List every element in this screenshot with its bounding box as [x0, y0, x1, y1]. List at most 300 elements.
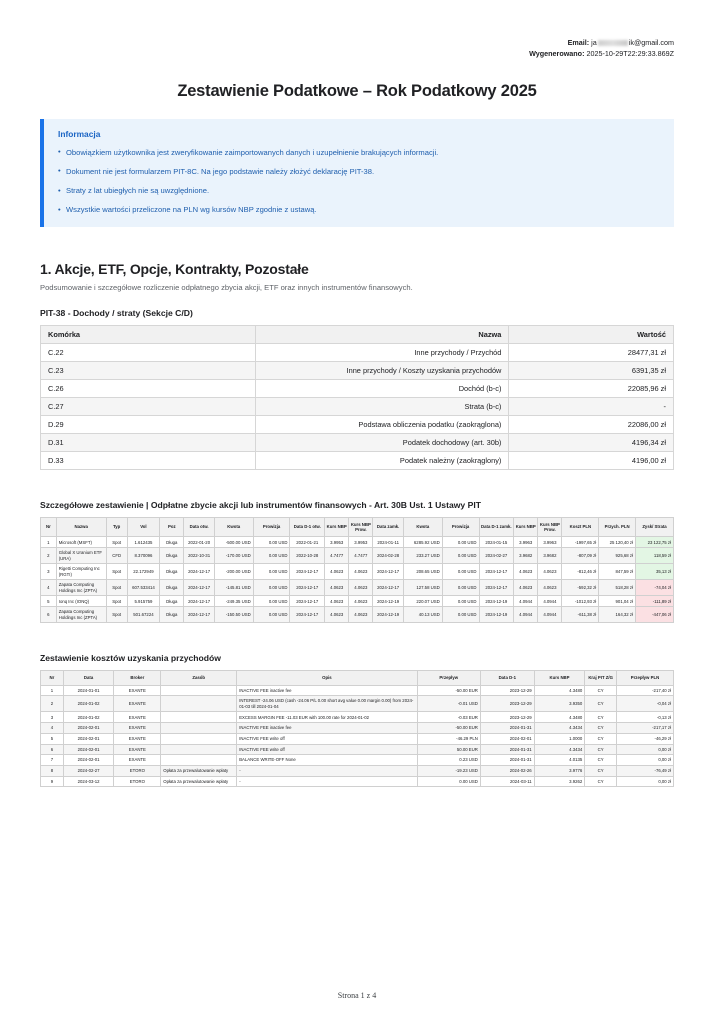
cell-kurs-nbp-zamk: 3.9963 — [514, 537, 538, 548]
cell-poz: Długa — [160, 580, 184, 596]
cell-data-zamk: 2024-12-17 — [373, 564, 403, 580]
cell-data-d1-otw: 2024-12-17 — [290, 607, 325, 623]
column-header-data-d1-otw: Data D-1 otw. — [290, 517, 325, 537]
cell-nazwa: Global X Uranium ETF (URA) — [56, 548, 106, 564]
column-header-kurs-nbp: Kurs NBP — [534, 671, 585, 685]
cell-data-otw: 2022-10-31 — [184, 548, 214, 564]
cell-zasob — [161, 696, 237, 712]
cell-wartosc: 22085,96 zł — [509, 379, 674, 397]
cell-kwota-otw: -249.35 USD — [214, 596, 253, 607]
cell-nazwa: Microsoft (MSFT) — [56, 537, 106, 548]
cell-opis: BALANCE WRITE-OFF None — [237, 755, 417, 766]
cell-koszt-pln: -592,32 zł — [562, 580, 599, 596]
cell-koszt-pln: -611,38 zł — [562, 607, 599, 623]
cell-data-zamk: 2024-12-19 — [373, 607, 403, 623]
cost-table-title: Zestawienie kosztów uzyskania przychodów — [40, 653, 221, 664]
cell-wartosc: 6391,35 zł — [509, 361, 674, 379]
cell-nr: 4 — [41, 723, 64, 734]
column-header-przychod-pln: Przych. PLN — [599, 517, 636, 537]
table-row — [41, 361, 674, 379]
cell-zasob: Opłata za przewalutowanie wpłaty — [161, 776, 237, 787]
cell-nr: 4 — [41, 580, 57, 596]
cell-kurs-nbp-prow-zamk: 4.0944 — [538, 596, 562, 607]
cell-kurs-nbp-zamk: 4.0623 — [514, 580, 538, 596]
column-header-nr: Nr — [41, 517, 57, 537]
cell-vol: 5.915759 — [127, 596, 160, 607]
cell-kwota-otw: -200.00 USD — [214, 564, 253, 580]
pit38-table-body — [41, 343, 674, 469]
cell-zasob — [161, 733, 237, 744]
transactions-table-body — [41, 537, 674, 623]
column-header-nazwa: Nazwa — [56, 517, 106, 537]
table-row — [41, 580, 674, 596]
cell-kurs-nbp: 3.9262 — [534, 776, 585, 787]
cell-prowizja-otw: 0.00 USD — [253, 548, 290, 564]
info-item: • Dokument nie jest formularzem PIT-8C. Na jego podstawie należy złożyć deklarację PIT-38. — [58, 167, 660, 177]
cell-przeplyw: -0.01 USD — [417, 696, 480, 712]
page-footer — [0, 991, 714, 1000]
cell-data-otw: 2024-12-17 — [184, 607, 214, 623]
cell-data-zamk: 2024-02-28 — [373, 548, 403, 564]
page-title: Zestawienie Podatkowe – Rok Podatkowy 2025 — [177, 81, 537, 100]
cell-typ: CFD — [106, 548, 127, 564]
table-row — [41, 537, 674, 548]
cell-opis: EXCESS MARGIN FEE -11.03 EUR with 100.00 rate for 2024-01-02 — [237, 712, 417, 723]
column-header-opis: Opis — [237, 671, 417, 685]
column-header-vol: Vol — [127, 517, 160, 537]
cell-data-d1: 2023-12-29 — [480, 685, 534, 696]
cell-przeplyw-pln: -217,40 zł — [616, 685, 673, 696]
cell-opis: INACTIVE FEE inactive fee — [237, 723, 417, 734]
cell-nazwa: Strata (b-c) — [256, 397, 509, 415]
cell-kurs-nbp-prow-otw: 4.7477 — [349, 548, 373, 564]
cell-nazwa: Zapata Computing Holdings Inc (ZPTA) — [56, 580, 106, 596]
column-header-data-otw: Data otw. — [184, 517, 214, 537]
cell-przeplyw: -50.00 EUR — [417, 723, 480, 734]
cell-nazwa: Dochód (b-c) — [256, 379, 509, 397]
column-header-kwota-otw: Kwota — [214, 517, 253, 537]
cell-typ: Spot — [106, 537, 127, 548]
cell-zysk-strata: 35,13 zł — [636, 564, 674, 580]
cell-broker: EXANTE — [114, 685, 161, 696]
cell-przychod-pln: 164,32 zł — [599, 607, 636, 623]
cell-przeplyw: -50.00 EUR — [417, 685, 480, 696]
cell-przeplyw: 50.00 EUR — [417, 744, 480, 755]
cell-kurs-nbp: 4.3480 — [534, 685, 585, 696]
cell-data-otw: 2024-12-17 — [184, 564, 214, 580]
cell-data-d1-otw: 2024-12-17 — [290, 596, 325, 607]
cell-przeplyw-pln: -46,29 zł — [616, 733, 673, 744]
cell-kurs-nbp-prow-zamk: 3.9963 — [538, 537, 562, 548]
cell-komorka: D.31 — [41, 433, 256, 451]
cell-przeplyw: -0.03 EUR — [417, 712, 480, 723]
cell-kwota-zamk: 208.65 USD — [403, 564, 442, 580]
table-row — [41, 766, 674, 777]
cell-przychod-pln: 847,59 zł — [599, 564, 636, 580]
cell-zysk-strata: 23 122,75 zł — [636, 537, 674, 548]
column-header-data-d1: Data D-1 — [480, 671, 534, 685]
cell-przeplyw: -46.29 PLN — [417, 733, 480, 744]
cell-nr: 2 — [41, 696, 64, 712]
column-header-nr: Nr — [41, 671, 64, 685]
cell-kwota-otw: -170.00 USD — [214, 548, 253, 564]
cell-kraj-pit: CY — [585, 733, 617, 744]
cell-prowizja-zamk: 0.00 USD — [442, 537, 479, 548]
cell-przeplyw-pln: -0,13 zł — [616, 712, 673, 723]
generated-line — [40, 49, 674, 60]
cell-poz: Długa — [160, 537, 184, 548]
column-header-przeplyw-pln: Przepływ PLN — [616, 671, 673, 685]
column-header-prowizja-otw: Prowizja — [253, 517, 290, 537]
cell-koszt-pln: -1997,65 zł — [562, 537, 599, 548]
cell-data-d1-zamk: 2024-12-17 — [479, 564, 514, 580]
table-row — [41, 712, 674, 723]
cell-nazwa: Inne przychody / Koszty uzyskania przychodów — [256, 361, 509, 379]
cell-nazwa: Podatek dochodowy (art. 30b) — [256, 433, 509, 451]
column-header-data-zamk: Data zamk. — [373, 517, 403, 537]
cell-data-d1-otw: 2024-12-17 — [290, 564, 325, 580]
cell-kurs-nbp: 4.3480 — [534, 712, 585, 723]
cell-data-d1-zamk: 2024-12-19 — [479, 596, 514, 607]
cell-nr: 5 — [41, 733, 64, 744]
table-row — [41, 451, 674, 469]
cell-zasob — [161, 744, 237, 755]
cell-kurs-nbp-otw: 4.0623 — [325, 607, 349, 623]
column-header-zysk-strata: Zysk/ Strata — [636, 517, 674, 537]
cell-data: 2024-01-02 — [63, 712, 114, 723]
cell-data: 2024-02-01 — [63, 733, 114, 744]
cell-poz: Długa — [160, 607, 184, 623]
cell-vol: 607.533414 — [127, 580, 160, 596]
redacted-block — [598, 40, 628, 46]
cell-opis: - — [237, 776, 417, 787]
section-title: 1. Akcje, ETF, Opcje, Kontrakty, Pozostałe — [40, 260, 309, 277]
cell-kurs-nbp-prow-otw: 4.0623 — [349, 564, 373, 580]
cell-kraj-pit: CY — [585, 766, 617, 777]
cell-kurs-nbp-zamk: 4.0944 — [514, 607, 538, 623]
info-item: • Wszystkie wartości przeliczone na PLN wg kursów NBP zgodnie z ustawą. — [58, 205, 660, 215]
column-header-nazwa: Nazwa — [256, 325, 509, 343]
table-row — [41, 596, 674, 607]
cell-nr: 6 — [41, 744, 64, 755]
cell-data-zamk: 2024-12-17 — [373, 580, 403, 596]
cell-przychod-pln: 518,28 zł — [599, 580, 636, 596]
cell-data-d1: 2024-01-31 — [480, 744, 534, 755]
cell-wartosc: 4196,00 zł — [509, 451, 674, 469]
cell-kurs-nbp-zamk: 4.0944 — [514, 596, 538, 607]
cell-data-d1: 2023-12-29 — [480, 712, 534, 723]
info-item: • Obowiązkiem użytkownika jest zweryfikowanie zaimportowanych danych i uzupełnienie brakujących informacji. — [58, 148, 660, 158]
table-row — [41, 433, 674, 451]
cell-prowizja-otw: 0.00 USD — [253, 580, 290, 596]
cell-koszt-pln: -1012,93 zł — [562, 596, 599, 607]
cell-kurs-nbp: 4.3434 — [534, 723, 585, 734]
info-box-heading: Informacja — [58, 128, 101, 139]
cell-nr: 1 — [41, 537, 57, 548]
cell-typ: Spot — [106, 580, 127, 596]
column-header-broker: Broker — [114, 671, 161, 685]
table-header-row — [41, 517, 674, 537]
cell-data-zamk: 2024-12-19 — [373, 596, 403, 607]
table-row — [41, 755, 674, 766]
cell-nazwa: Inne przychody / Przychód — [256, 343, 509, 361]
cell-nazwa: Zapata Computing Holdings Inc (ZPTA) — [56, 607, 106, 623]
info-box — [40, 119, 674, 227]
cell-data-d1-zamk: 2024-01-15 — [479, 537, 514, 548]
cell-nr: 2 — [41, 548, 57, 564]
cell-zasob — [161, 755, 237, 766]
table-row — [41, 733, 674, 744]
column-header-wartosc: Wartość — [509, 325, 674, 343]
cell-data-d1-zamk: 2024-12-19 — [479, 607, 514, 623]
cell-data: 2024-03-12 — [63, 776, 114, 787]
cell-vol: 8.370096 — [127, 548, 160, 564]
document-meta — [40, 38, 674, 60]
cell-data: 2024-01-02 — [63, 696, 114, 712]
cell-wartosc: 28477,31 zł — [509, 343, 674, 361]
cell-poz: Długa — [160, 548, 184, 564]
cell-nr: 9 — [41, 776, 64, 787]
cell-opis: INACTIVE FEE write off — [237, 744, 417, 755]
cell-komorka: D.29 — [41, 415, 256, 433]
info-item: • Straty z lat ubiegłych nie są uwzględnione. — [58, 186, 660, 196]
cell-przeplyw: 0.23 USD — [417, 755, 480, 766]
table-row — [41, 415, 674, 433]
cell-kurs-nbp-zamk: 3.9682 — [514, 548, 538, 564]
cell-przeplyw-pln: -76,49 zł — [616, 766, 673, 777]
cell-kurs-nbp-prow-zamk: 4.0623 — [538, 580, 562, 596]
cell-broker: ETORO — [114, 776, 161, 787]
table-row — [41, 685, 674, 696]
cell-data-d1: 2024-01-31 — [480, 723, 534, 734]
cell-kraj-pit: CY — [585, 685, 617, 696]
email-line — [40, 38, 674, 49]
pit-table-title: PIT-38 - Dochody / straty (Sekcje C/D) — [40, 307, 193, 318]
cell-kurs-nbp-otw: 4.0623 — [325, 564, 349, 580]
table-row — [41, 723, 674, 734]
cell-nr: 1 — [41, 685, 64, 696]
cell-nazwa: Podstawa obliczenia podatku (zaokrąglona) — [256, 415, 509, 433]
cell-kurs-nbp-otw: 4.0623 — [325, 596, 349, 607]
info-box-list — [58, 148, 660, 216]
cell-typ: Spot — [106, 564, 127, 580]
cell-prowizja-otw: 0.00 USD — [253, 564, 290, 580]
column-header-poz: Poz — [160, 517, 184, 537]
cell-prowizja-zamk: 0.00 USD — [442, 564, 479, 580]
cell-kurs-nbp: 4.3434 — [534, 744, 585, 755]
cell-opis: - — [237, 766, 417, 777]
cell-kwota-otw: -500.00 USD — [214, 537, 253, 548]
cell-zasob — [161, 712, 237, 723]
cell-zysk-strata: 118,59 zł — [636, 548, 674, 564]
column-header-data-d1-zamk: Data D-1 zamk. — [479, 517, 514, 537]
cell-komorka: C.22 — [41, 343, 256, 361]
cell-broker: EXANTE — [114, 696, 161, 712]
column-header-koszt-pln: Koszt PLN — [562, 517, 599, 537]
cell-data-d1: 2024-01-31 — [480, 755, 534, 766]
cell-zasob — [161, 723, 237, 734]
cell-prowizja-zamk: 0.00 USD — [442, 607, 479, 623]
cell-data-d1: 2024-02-26 — [480, 766, 534, 777]
cell-komorka: D.33 — [41, 451, 256, 469]
cell-data: 2024-02-01 — [63, 755, 114, 766]
cell-data-d1-otw: 2024-12-17 — [290, 580, 325, 596]
cell-zasob: Opłata za przewalutowanie wpłaty — [161, 766, 237, 777]
cell-przeplyw-pln: 0,00 zł — [616, 755, 673, 766]
cell-data-d1-zamk: 2024-02-27 — [479, 548, 514, 564]
column-header-kurs-nbp-zamk: Kurs NBP — [514, 517, 538, 537]
email-value-prefix: ja — [591, 38, 597, 47]
cell-przeplyw-pln: 0,00 zł — [616, 744, 673, 755]
table-row — [41, 744, 674, 755]
cell-kraj-pit: CY — [585, 712, 617, 723]
email-label: Email: — [567, 38, 590, 47]
table-row — [41, 564, 674, 580]
transactions-table — [40, 517, 674, 624]
cell-data: 2024-02-27 — [63, 766, 114, 777]
cell-kurs-nbp-prow-otw: 4.0623 — [349, 607, 373, 623]
cell-data-d1: 2023-12-29 — [480, 696, 534, 712]
table-header-row — [41, 325, 674, 343]
cell-wartosc: 4196,34 zł — [509, 433, 674, 451]
cell-kraj-pit: CY — [585, 696, 617, 712]
cell-kraj-pit: CY — [585, 755, 617, 766]
tx-table-title: Szczegółowe zestawienie | Odpłatne zbycie akcji lub instrumentów finansowych - Art. 30B Ust. 1 Ustawy PIT — [40, 499, 481, 510]
cell-vol: 501.67224 — [127, 607, 160, 623]
cell-prowizja-otw: 0.00 USD — [253, 537, 290, 548]
cell-broker: EXANTE — [114, 712, 161, 723]
cell-komorka: C.27 — [41, 397, 256, 415]
cell-przeplyw-pln: 0,00 zł — [616, 776, 673, 787]
cell-kurs-nbp-prow-zamk: 3.9682 — [538, 548, 562, 564]
cell-kurs-nbp-prow-otw: 4.0623 — [349, 596, 373, 607]
cell-kurs-nbp-zamk: 4.0623 — [514, 564, 538, 580]
column-header-kwota-zamk: Kwota — [403, 517, 442, 537]
cell-kurs-nbp: 1.0000 — [534, 733, 585, 744]
column-header-kraj-pit: Kraj PIT Z/G — [585, 671, 617, 685]
column-header-kurs-nbp-prow-zamk: Kurs NBP Prow. — [538, 517, 562, 537]
cell-komorka: C.26 — [41, 379, 256, 397]
table-row — [41, 343, 674, 361]
cell-opis: INACTIVE FEE write off — [237, 733, 417, 744]
column-header-data: Data — [63, 671, 114, 685]
cell-opis: INTEREST -24.06 USD (cash -24.06 P/L 0.00 short avg value 0.00 margin 0.00) from 2024-01-03 till 2024-01-04 — [237, 696, 417, 712]
cell-przychod-pln: 925,68 zł — [599, 548, 636, 564]
cell-kraj-pit: CY — [585, 776, 617, 787]
cell-data-d1: 2024-02-01 — [480, 733, 534, 744]
cell-zysk-strata: -111,89 zł — [636, 596, 674, 607]
cell-nazwa: Ionq Inc (IONQ) — [56, 596, 106, 607]
table-row — [41, 607, 674, 623]
cell-broker: EXANTE — [114, 744, 161, 755]
cell-wartosc: 22086,00 zł — [509, 415, 674, 433]
cell-przeplyw-pln: -0,04 zł — [616, 696, 673, 712]
cell-typ: Spot — [106, 607, 127, 623]
cell-przeplyw-pln: -217,17 zł — [616, 723, 673, 734]
cell-nr: 3 — [41, 712, 64, 723]
cell-kwota-zamk: 127.58 USD — [403, 580, 442, 596]
cell-kurs-nbp: 3.9776 — [534, 766, 585, 777]
cell-data: 2024-01-01 — [63, 685, 114, 696]
cell-kraj-pit: CY — [585, 723, 617, 734]
cell-kurs-nbp-otw: 3.9953 — [325, 537, 349, 548]
cell-kwota-zamk: 220.07 USD — [403, 596, 442, 607]
cell-data-otw: 2024-12-17 — [184, 580, 214, 596]
cell-przeplyw: -19.23 USD — [417, 766, 480, 777]
section-subtitle: Podsumowanie i szczegółowe rozliczenie odpłatnego zbycia akcji, ETF oraz innych instrumentów finansowych. — [40, 282, 413, 292]
cell-koszt-pln: -812,46 zł — [562, 564, 599, 580]
cell-prowizja-zamk: 0.00 USD — [442, 580, 479, 596]
cell-vol: 1.612435 — [127, 537, 160, 548]
cell-data-d1: 2024-03-11 — [480, 776, 534, 787]
cell-broker: EXANTE — [114, 755, 161, 766]
cell-kurs-nbp-prow-zamk: 4.0944 — [538, 607, 562, 623]
email-value-suffix: ik@gmail.com — [628, 38, 674, 47]
cell-przychod-pln: 25 120,40 zł — [599, 537, 636, 548]
cell-prowizja-otw: 0.00 USD — [253, 596, 290, 607]
cell-nazwa: Podatek należny (zaokrąglony) — [256, 451, 509, 469]
cell-broker: EXANTE — [114, 733, 161, 744]
generated-value: 2025-10-29T22:29:33.869Z — [586, 48, 674, 58]
table-row — [41, 379, 674, 397]
cell-kurs-nbp: 3.9350 — [534, 696, 585, 712]
cell-data-d1-zamk: 2024-12-17 — [479, 580, 514, 596]
cell-nr: 3 — [41, 564, 57, 580]
cell-nr: 6 — [41, 607, 57, 623]
cell-data: 2024-02-01 — [63, 723, 114, 734]
cell-data-otw: 2024-12-17 — [184, 596, 214, 607]
cell-kurs-nbp-prow-otw: 4.0623 — [349, 580, 373, 596]
cell-opis: INACTIVE FEE inactive fee — [237, 685, 417, 696]
cell-kwota-zamk: 6285.92 USD — [403, 537, 442, 548]
cell-vol: 22.172949 — [127, 564, 160, 580]
cell-kraj-pit: CY — [585, 744, 617, 755]
cell-poz: Długa — [160, 596, 184, 607]
column-header-kurs-nbp-prow-otw: Kurs NBP Prow. — [349, 517, 373, 537]
costs-table — [40, 670, 674, 787]
cell-nr: 8 — [41, 766, 64, 777]
cell-kwota-zamk: 233.27 USD — [403, 548, 442, 564]
table-header-row — [41, 671, 674, 685]
costs-table-body — [41, 685, 674, 787]
cell-kwota-otw: -150.50 USD — [214, 607, 253, 623]
cell-data-otw: 2022-01-20 — [184, 537, 214, 548]
cell-nr: 5 — [41, 596, 57, 607]
cell-kwota-zamk: 40.13 USD — [403, 607, 442, 623]
cell-nazwa: Rigetti Computing Inc (RGTI) — [56, 564, 106, 580]
column-header-komorka: Komórka — [41, 325, 256, 343]
cell-data-d1-otw: 2022-10-28 — [290, 548, 325, 564]
cell-kwota-otw: -145.81 USD — [214, 580, 253, 596]
cell-komorka: C.23 — [41, 361, 256, 379]
cell-prowizja-zamk: 0.00 USD — [442, 548, 479, 564]
cell-data-zamk: 2024-01-11 — [373, 537, 403, 548]
cell-broker: EXANTE — [114, 723, 161, 734]
cell-kurs-nbp-otw: 4.0623 — [325, 580, 349, 596]
column-header-prowizja-zamk: Prowizja — [442, 517, 479, 537]
cell-nr: 7 — [41, 755, 64, 766]
cell-wartosc: - — [509, 397, 674, 415]
cell-typ: Spot — [106, 596, 127, 607]
cell-kurs-nbp-prow-zamk: 4.0623 — [538, 564, 562, 580]
column-header-przeplyw: Przepływ — [417, 671, 480, 685]
table-row — [41, 397, 674, 415]
cell-zasob — [161, 685, 237, 696]
cell-koszt-pln: -807,09 zł — [562, 548, 599, 564]
cell-data-d1-otw: 2022-01-21 — [290, 537, 325, 548]
cell-broker: ETORO — [114, 766, 161, 777]
table-row — [41, 696, 674, 712]
